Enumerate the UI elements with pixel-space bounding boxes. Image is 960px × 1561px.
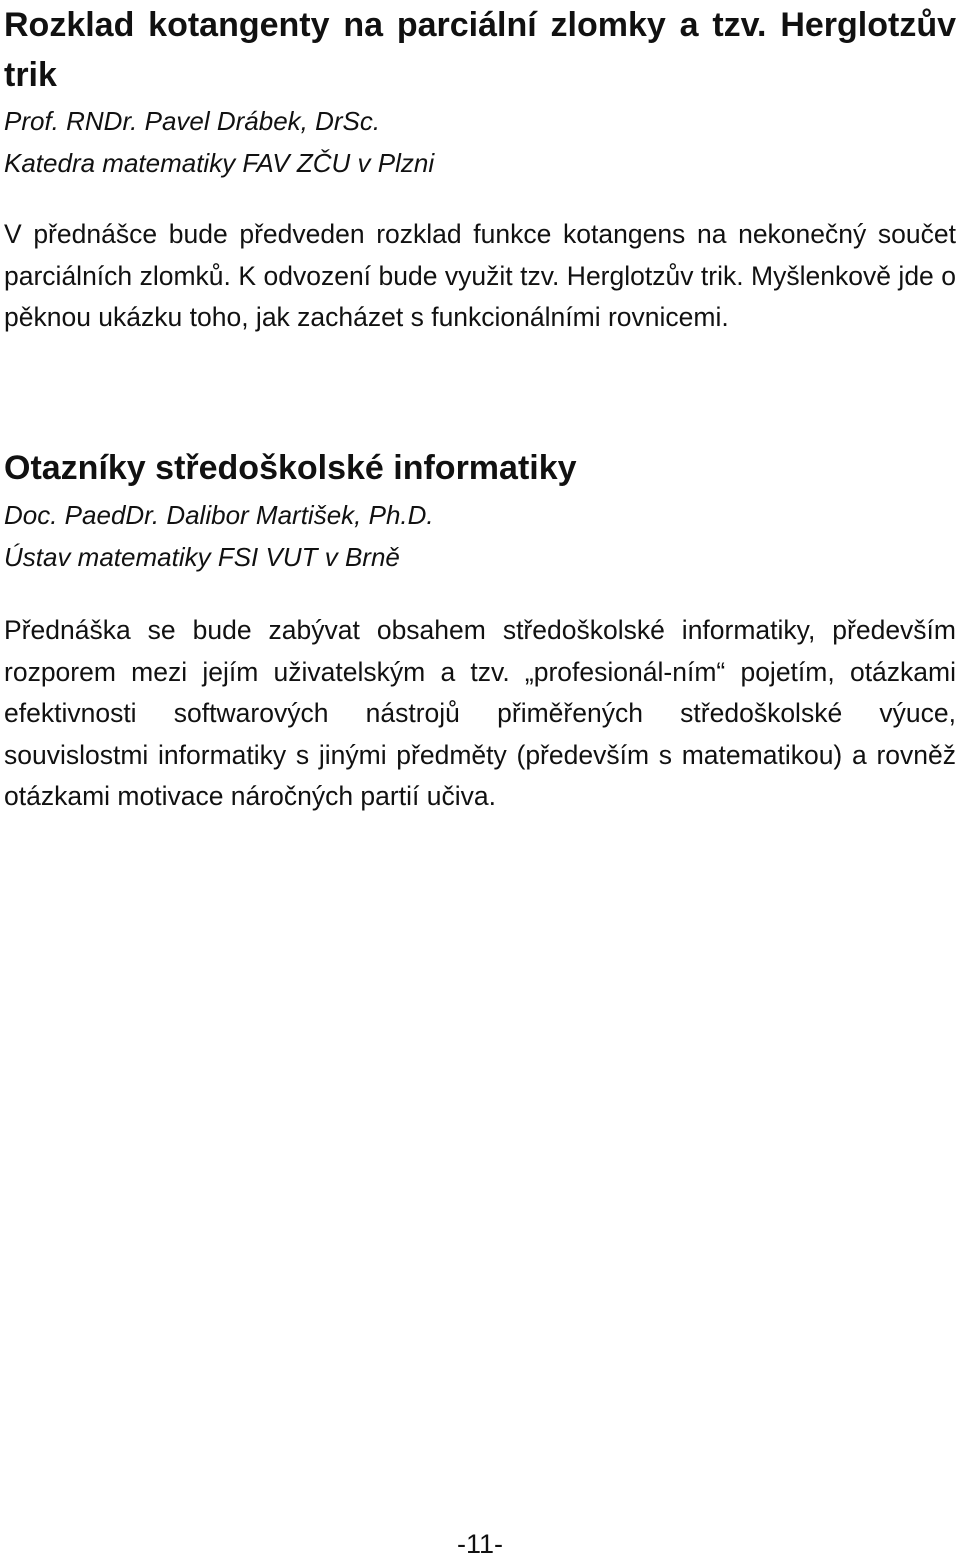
talk-1-author: Prof. RNDr. Pavel Drábek, DrSc. bbox=[4, 106, 381, 136]
talk-1 bbox=[4, 0, 956, 339]
talk-2-author: Doc. PaedDr. Dalibor Martišek, Ph.D. bbox=[4, 500, 434, 530]
talk-2 bbox=[4, 442, 956, 818]
talk-2-title: Otazníky středoškolské informatiky bbox=[4, 449, 577, 487]
talk-1-affiliation: Katedra matematiky FAV ZČU v Plzni bbox=[4, 148, 435, 178]
page-number: -11- bbox=[456, 1529, 503, 1559]
talk-1-title: Rozklad kotangenty na parciální zlomky a tzv. Herglotzův trik bbox=[4, 6, 956, 94]
talk-1-abstract: V přednášce bude předveden rozklad funkce kotangens na nekonečný součet parciálních zlomků. K odvození bude využit tzv. Herglotzův trik. Myšlenkově jde o pěknou ukázku toho, jak zacházet s funkcionálními rovnicemi. bbox=[4, 219, 956, 332]
talk-2-abstract: Přednáška se bude zabývat obsahem středoškolské informatiky, především rozporem mezi jejím uživatelským a tzv. „profesionál-ním“ pojetím, otázkami efektivnosti softwarových nástrojů přiměřených středoškolské výuce, souvislostmi informatiky s jinými předměty (především s matematikou) a rovněž otázkami motivace náročných partií učiva. bbox=[4, 615, 956, 811]
talk-2-affiliation: Ústav matematiky FSI VUT v Brně bbox=[4, 542, 400, 572]
